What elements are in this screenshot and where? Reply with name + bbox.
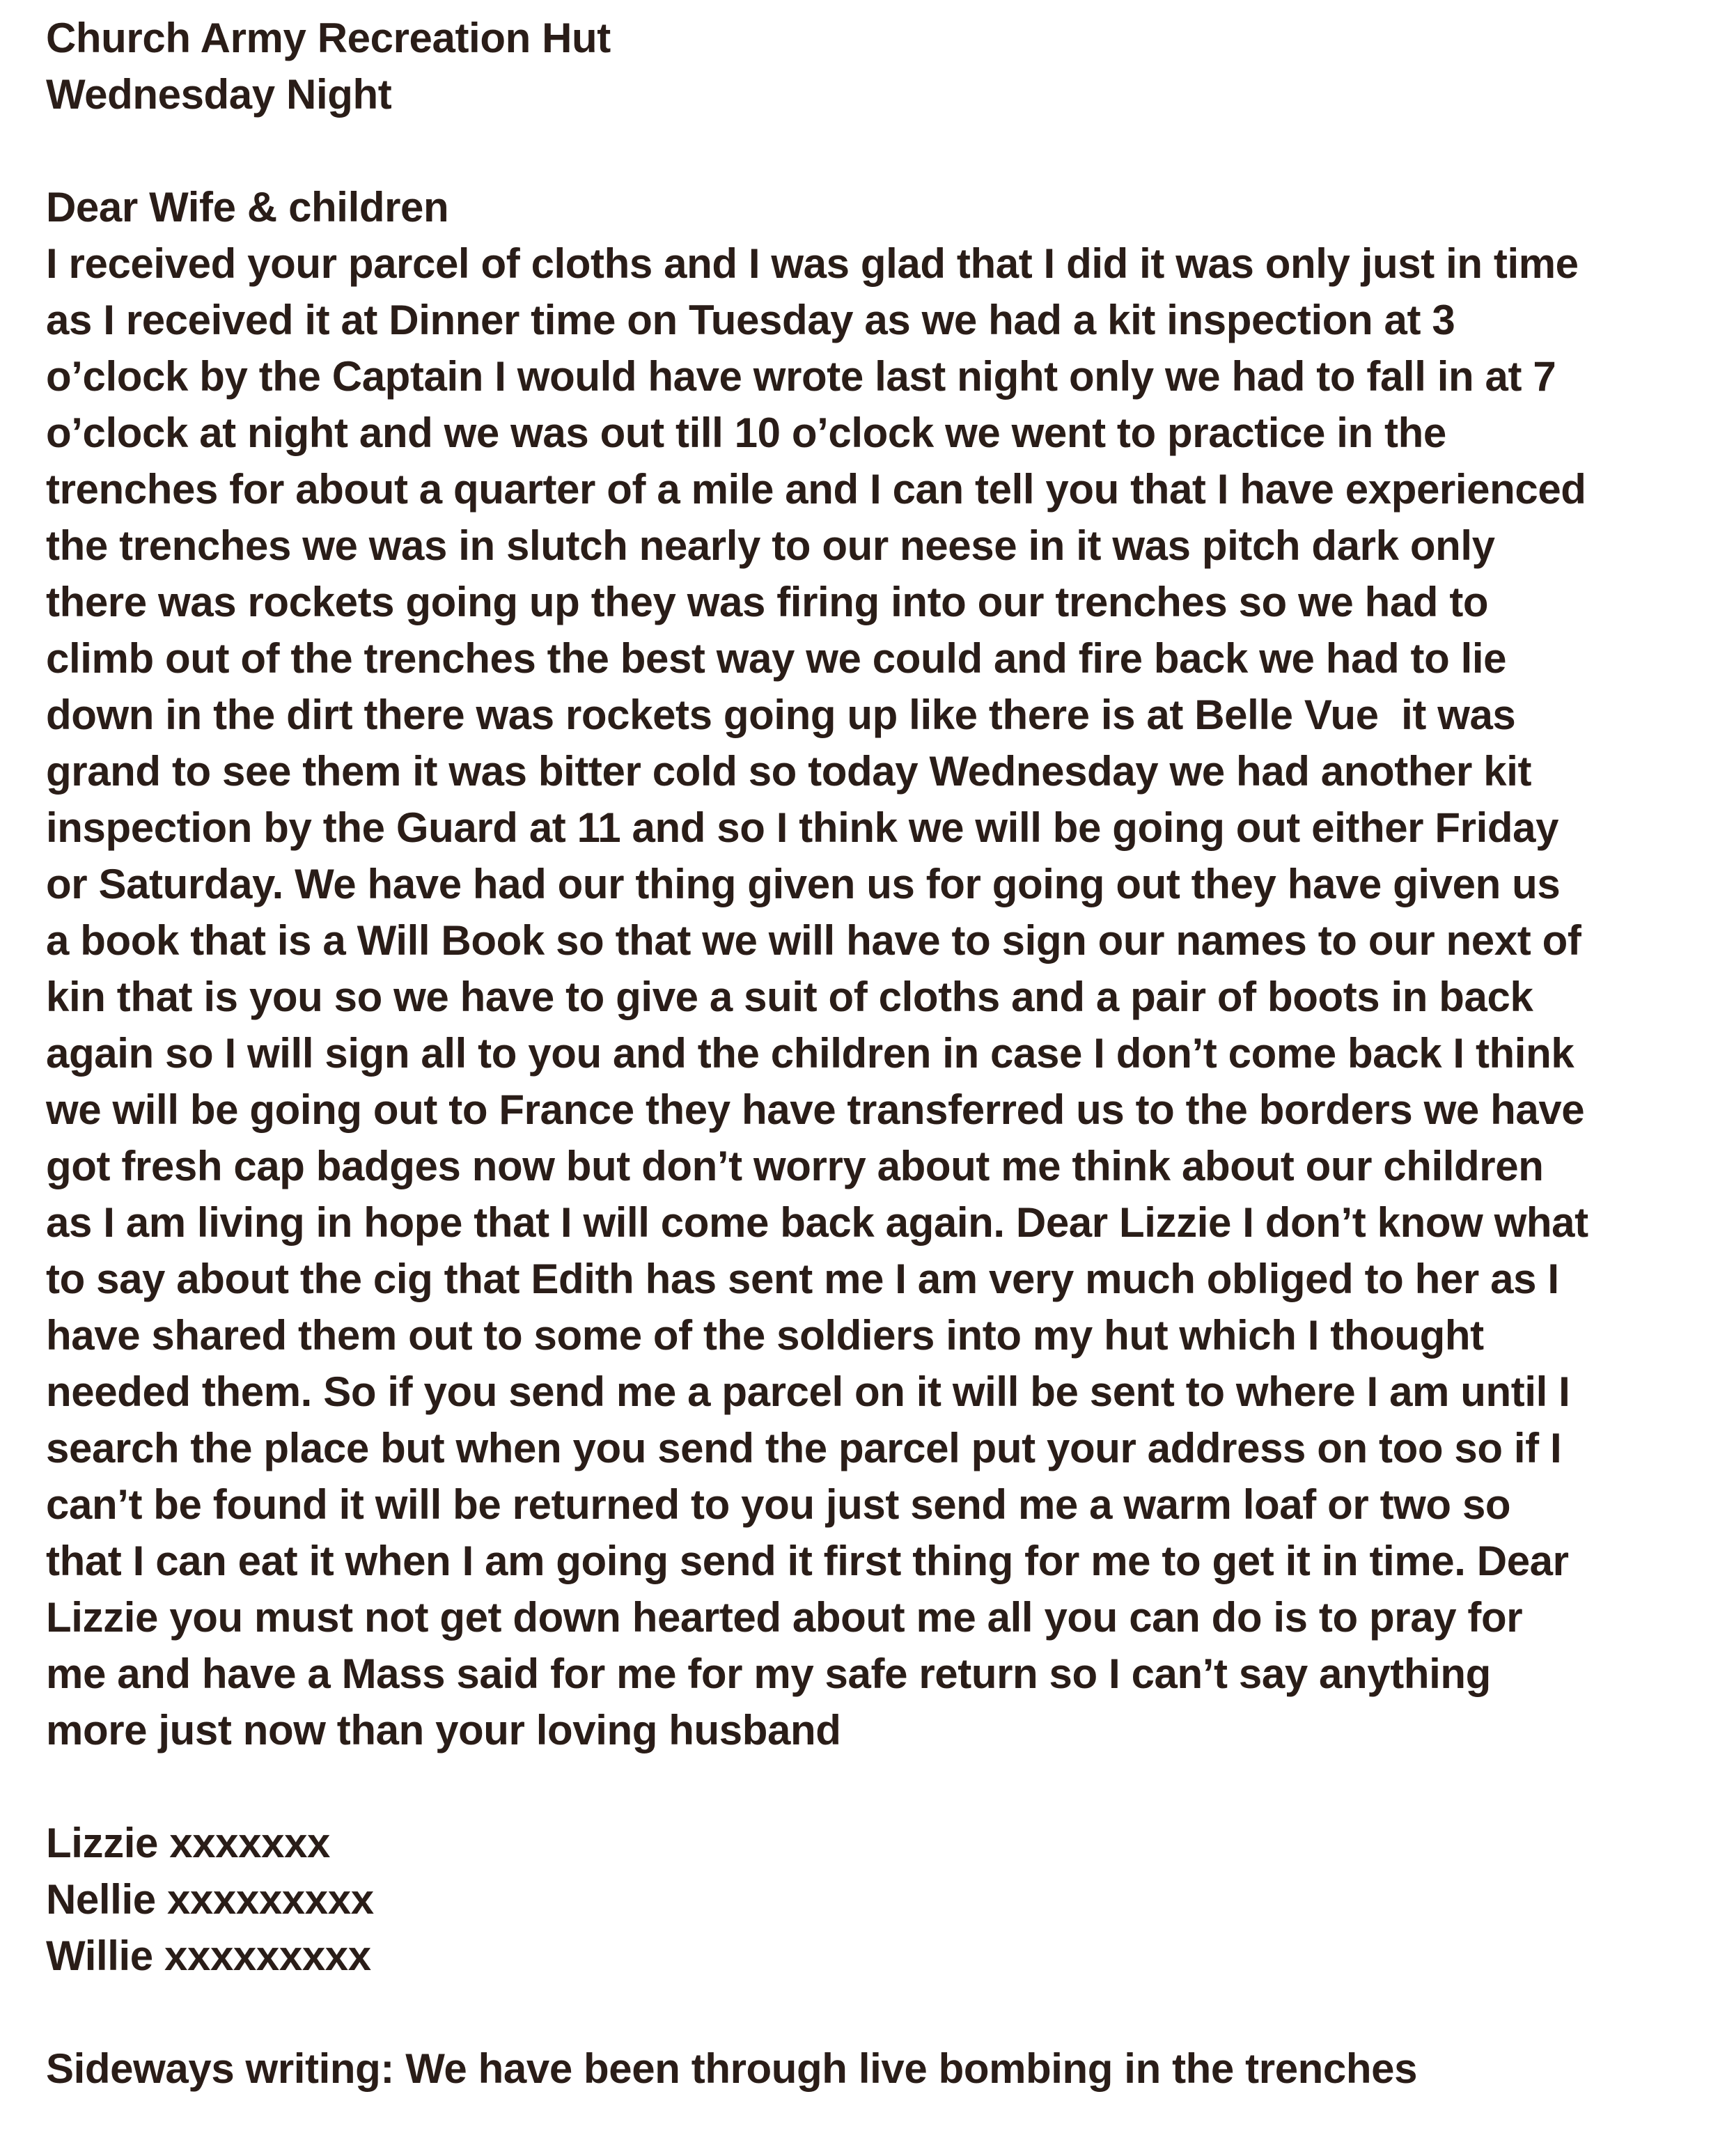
- body-line: needed them. So if you send me a parcel on it will be sent to where I am until I: [46, 1368, 1570, 1415]
- body-line: down in the dirt there was rockets going up like there is at Belle Vue it was: [46, 692, 1516, 738]
- body-line: kin that is you so we have to give a suit of cloths and a pair of boots in back: [46, 974, 1533, 1020]
- body-line: the trenches we was in slutch nearly to our neese in it was pitch dark only: [46, 522, 1495, 569]
- header-day: Wednesday Night: [46, 71, 392, 118]
- body-line: have shared them out to some of the soldiers into my hut which I thought: [46, 1312, 1484, 1359]
- spacer: [46, 1984, 1717, 2040]
- kisses-list: [46, 1815, 1717, 1984]
- body-line: we will be going out to France they have transferred us to the borders we have: [46, 1086, 1585, 1133]
- letter-transcription: [46, 10, 1717, 2097]
- body-line: inspection by the Guard at 11 and so I think we will be going out either Friday: [46, 804, 1559, 851]
- body-line: I received your parcel of cloths and I was glad that I did it was only just in time: [46, 240, 1579, 287]
- body-line: or Saturday. We have had our thing given us for going out they have given us: [46, 861, 1561, 907]
- body-line: o’clock by the Captain I would have wrote last night only we had to fall in at 7: [46, 353, 1556, 400]
- body-line: as I received it at Dinner time on Tuesday as we had a kit inspection at 3: [46, 297, 1455, 343]
- body-line: o’clock at night and we was out till 10 o’clock we went to practice in the: [46, 409, 1446, 456]
- salutation: Dear Wife & children: [46, 184, 449, 231]
- body-line: me and have a Mass said for me for my safe return so I can’t say anything: [46, 1650, 1491, 1697]
- body-line: a book that is a Will Book so that we will have to sign our names to our next of: [46, 917, 1581, 964]
- spacer: [46, 123, 1717, 179]
- body-line: can’t be found it will be returned to you just send me a warm loaf or two so: [46, 1481, 1511, 1528]
- body-line: again so I will sign all to you and the children in case I don’t come back I think: [46, 1030, 1574, 1077]
- body-line: climb out of the trenches the best way we could and fire back we had to lie: [46, 635, 1507, 682]
- body-line: as I am living in hope that I will come back again. Dear Lizzie I don’t know what: [46, 1199, 1588, 1246]
- kisses-nellie: Nellie xxxxxxxxx: [46, 1876, 374, 1923]
- body-line: to say about the cig that Edith has sent me I am very much obliged to her as I: [46, 1256, 1559, 1302]
- kisses-willie: Willie xxxxxxxxx: [46, 1932, 371, 1979]
- sideways-note: Sideways writing: We have been through live bombing in the trenches: [46, 2045, 1418, 2092]
- body-line: Lizzie you must not get down hearted about me all you can do is to pray for: [46, 1594, 1523, 1641]
- body-line: that I can eat it when I am going send it first thing for me to get it in time. Dear: [46, 1538, 1569, 1584]
- header-location: Church Army Recreation Hut: [46, 15, 611, 61]
- body-line: got fresh cap badges now but don’t worry about me think about our children: [46, 1143, 1544, 1189]
- body-line: search the place but when you send the parcel put your address on too so if I: [46, 1425, 1562, 1471]
- letter-body: [46, 235, 1717, 1758]
- body-line: there was rockets going up they was firing into our trenches so we had to: [46, 579, 1489, 625]
- body-line: more just now than your loving husband: [46, 1707, 841, 1753]
- spacer: [46, 1758, 1717, 1815]
- body-line: grand to see them it was bitter cold so today Wednesday we had another kit: [46, 748, 1532, 795]
- kisses-lizzie: Lizzie xxxxxxx: [46, 1820, 331, 1866]
- letter-header: [46, 10, 1717, 123]
- body-line: trenches for about a quarter of a mile and I can tell you that I have experienced: [46, 466, 1586, 513]
